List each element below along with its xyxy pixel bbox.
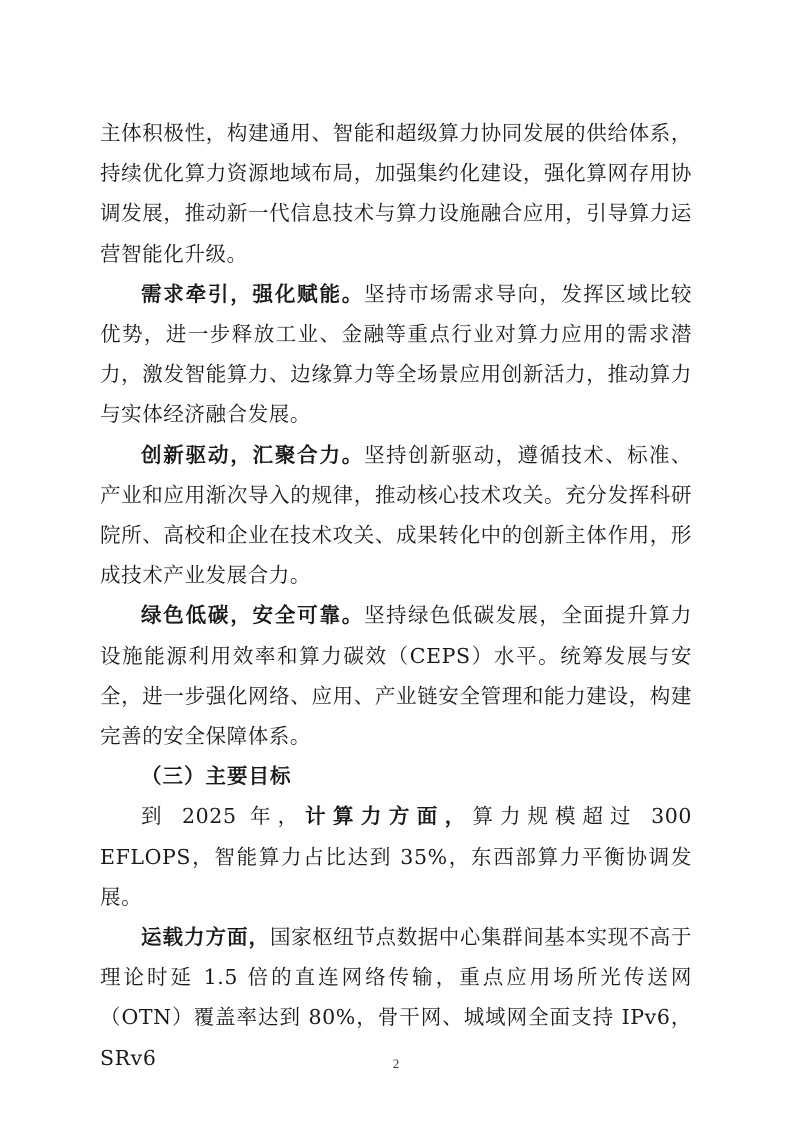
section-heading: （三）主要目标	[141, 764, 292, 789]
paragraph-lead: 计算力方面，	[305, 804, 473, 829]
paragraph-text: 国家枢纽节点数据中心集群间基本实现不高于理论时延 1.5 倍的直连网络传输，重点应用场所光传送网（OTN）覆盖率达到 80%，骨干网、城域网全面支持 IPv6，SRv6	[100, 925, 692, 1070]
paragraph-green-secure	[100, 595, 692, 756]
paragraph-text: 坚持市场需求导向，发挥区域比较优势，进一步释放工业、金融等重点行业对算力应用的需求潜力，激发智能算力、边缘算力等全场景应用创新活力，推动算力与实体经济融合发展。	[100, 281, 692, 427]
document-body	[100, 113, 692, 1078]
paragraph-lead: 需求牵引，强化赋能。	[141, 281, 365, 306]
paragraph-computing-target	[100, 796, 692, 917]
paragraph-text: 主体积极性，构建通用、智能和超级算力协同发展的供给体系，持续优化算力资源地域布局，加强集约化建设，强化算网存用协调发展，推动新一代信息技术与算力设施融合应用，引导算力运营智能化升级。	[100, 121, 692, 266]
paragraph-text: 算力规模超过 300 EFLOPS，智能算力占比达到 35%，东西部算力平衡协调发展。	[100, 804, 693, 909]
paragraph-innovation-driven	[100, 435, 692, 596]
paragraph-demand-traction	[100, 274, 692, 435]
paragraph-lead: 创新驱动，汇聚合力。	[141, 442, 365, 467]
paragraph-text: 坚持创新驱动，遵循技术、标准、产业和应用渐次导入的规律，推动核心技术攻关。充分发挥科研院所、高校和企业在技术攻关、成果转化中的创新主体作用，形成技术产业发展合力。	[100, 442, 692, 588]
paragraph-lead: 运载力方面，	[141, 925, 270, 950]
paragraph-transport-target	[100, 917, 692, 1078]
paragraph-prefix: 到 2025 年，	[141, 804, 306, 829]
paragraph-lead: 绿色低碳，安全可靠。	[141, 603, 365, 628]
paragraph-text: 坚持绿色低碳发展，全面提升算力设施能源利用效率和算力碳效（CEPS）水平。统筹发展与安全，进一步强化网络、应用、产业链安全管理和能力建设，构建完善的安全保障体系。	[100, 603, 692, 749]
page-number: 2	[392, 1056, 400, 1071]
paragraph-supply-system	[100, 113, 692, 274]
